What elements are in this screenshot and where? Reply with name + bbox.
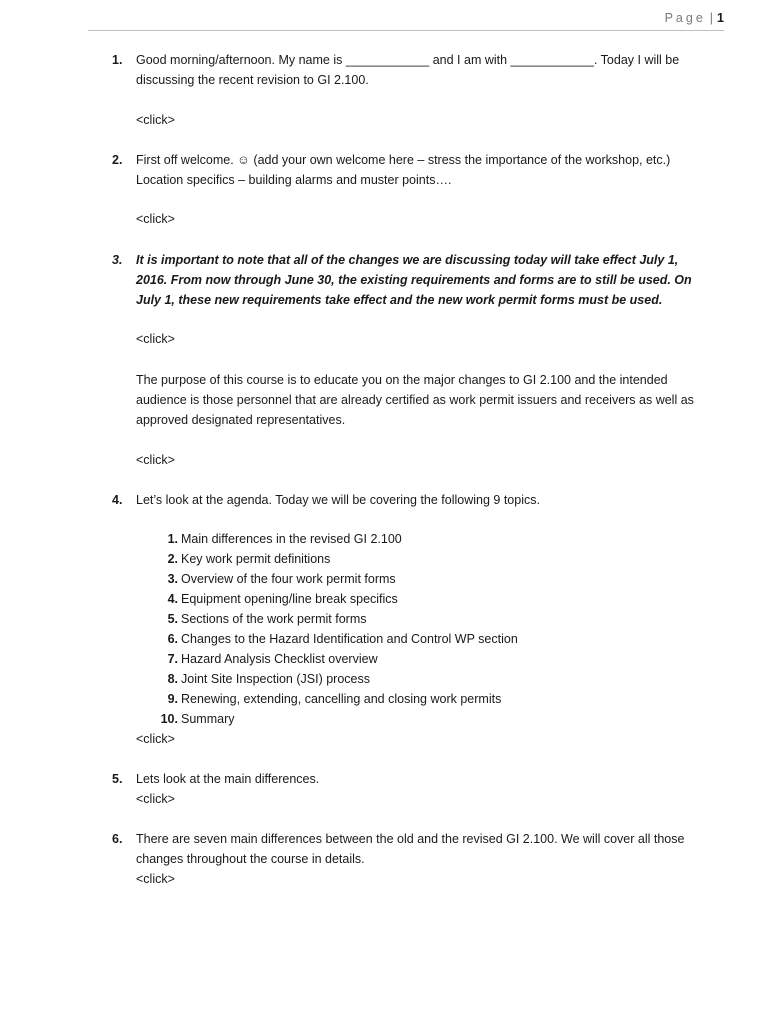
- agenda-text: Renewing, extending, cancelling and closing work permits: [181, 692, 502, 706]
- list-item-2: [112, 150, 708, 190]
- click-cue: <click>: [136, 872, 175, 886]
- agenda-text: Hazard Analysis Checklist overview: [181, 652, 378, 666]
- agenda-number: 4.: [167, 592, 178, 606]
- list-item-6: [112, 829, 708, 869]
- agenda-text: Key work permit definitions: [181, 552, 331, 566]
- list-item-3: [112, 250, 708, 310]
- agenda-item: [158, 589, 678, 609]
- agenda-item: [158, 629, 678, 649]
- agenda-number: 10.: [160, 712, 178, 726]
- item-text: Lets look at the main differences.: [136, 772, 320, 786]
- item-text: It is important to note that all of the changes we are discussing today will take effect July 1, 2016. From now through June 30, the existing requirements and forms are to still be used. On July 1, these new requirements take effect and the new work permit forms must be used.: [136, 253, 692, 307]
- agenda-text: Sections of the work permit forms: [181, 612, 367, 626]
- page-separator: |: [709, 11, 714, 25]
- item-number: 4.: [112, 493, 123, 507]
- agenda-text: Changes to the Hazard Identification and Control WP section: [181, 632, 518, 646]
- agenda-number: 5.: [167, 612, 178, 626]
- item-number: 6.: [112, 832, 123, 846]
- page-number: 1: [717, 11, 724, 25]
- list-item-4: [112, 490, 708, 510]
- purpose-text: The purpose of this course is to educate you on the major changes to GI 2.100 and the intended audience is those personnel that are already certified as work permit issuers and receivers as well as approved designated representatives.: [136, 373, 694, 427]
- item-number: 1.: [112, 53, 123, 67]
- agenda-item: [158, 709, 678, 729]
- agenda-number: 2.: [167, 552, 178, 566]
- agenda-text: Summary: [181, 712, 235, 726]
- header-rule: [88, 30, 724, 31]
- item-number: 5.: [112, 772, 123, 786]
- click-cue: <click>: [136, 113, 175, 127]
- agenda-item: [158, 549, 678, 569]
- agenda-number: 9.: [167, 692, 178, 706]
- agenda-list: [158, 529, 678, 729]
- agenda-number: 7.: [167, 652, 178, 666]
- agenda-item: [158, 529, 678, 549]
- agenda-text: Main differences in the revised GI 2.100: [181, 532, 402, 546]
- agenda-number: 6.: [167, 632, 178, 646]
- agenda-text: Overview of the four work permit forms: [181, 572, 396, 586]
- click-cue: <click>: [136, 212, 175, 226]
- page-label: Page: [664, 11, 706, 25]
- agenda-item: [158, 569, 678, 589]
- agenda-number: 8.: [167, 672, 178, 686]
- purpose-paragraph: [112, 370, 708, 430]
- item-text: Good morning/afternoon. My name is ____________ and I am with ____________. Today I will be discussing the recent revision to GI 2.100.: [136, 53, 680, 87]
- click-cue: <click>: [136, 732, 175, 746]
- page-header: [665, 8, 724, 28]
- click-cue: <click>: [136, 332, 175, 346]
- list-item-1: [112, 50, 708, 90]
- agenda-item: [158, 669, 678, 689]
- agenda-text: Equipment opening/line break specifics: [181, 592, 398, 606]
- item-text: Let’s look at the agenda. Today we will be covering the following 9 topics.: [136, 493, 540, 507]
- item-text: There are seven main differences between the old and the revised GI 2.100. We will cover all those changes throughout the course in details.: [136, 832, 685, 866]
- item-text: First off welcome. ☺ (add your own welcome here – stress the importance of the workshop, etc.) Location specifics – building alarms and muster points….: [136, 153, 671, 187]
- agenda-number: 3.: [167, 572, 178, 586]
- agenda-item: [158, 609, 678, 629]
- click-cue: <click>: [136, 792, 175, 806]
- item-number: 3.: [112, 253, 123, 267]
- agenda-number: 1.: [167, 532, 178, 546]
- click-cue: <click>: [136, 453, 175, 467]
- agenda-text: Joint Site Inspection (JSI) process: [181, 672, 370, 686]
- item-number: 2.: [112, 153, 123, 167]
- agenda-item: [158, 689, 678, 709]
- agenda-item: [158, 649, 678, 669]
- list-item-5: [112, 769, 708, 789]
